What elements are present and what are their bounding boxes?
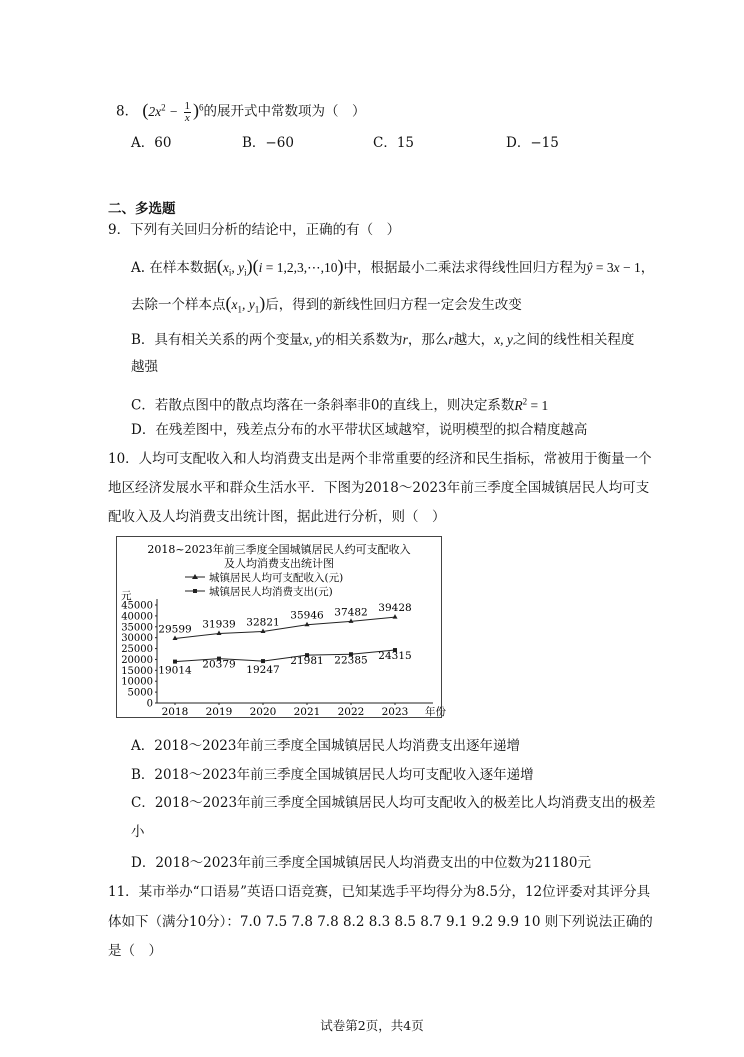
y-tick-label: 15000	[121, 665, 153, 677]
section-title: 二、多选题	[108, 201, 176, 217]
q9-sample-data: ($x_i$, $y_i)(i$ = 1,2,3,⋯,10)	[216, 256, 344, 278]
data-point	[217, 630, 222, 635]
data-point	[173, 660, 177, 664]
q9-option-a-line2: 去除一个样本点($x_1$, $y_1$)后，得到的新线性回归方程一定会发生改变	[131, 293, 522, 315]
q9-option-b-line2: 越强	[131, 359, 158, 375]
statistics-chart	[116, 536, 446, 718]
chart-title-line2: 及人均消费支出统计图	[224, 557, 334, 570]
q9-option-b-line1: B．具有相关关系的两个变量x, y的相关系数为r，那么r越大，x, y之间的线性相关程度	[131, 332, 635, 348]
q10-option-c-line1: C．2018～2023年前三季度全国城镇居民人均可支配收入的极差比人均消费支出的极差	[131, 795, 656, 811]
y-tick-label: 40000	[121, 611, 153, 623]
q8-option-b: B．−60	[242, 135, 294, 151]
q11-stem-line1: 11．某市举办“口语易”英语口语竞赛，已知某选手平均得分为8.5分，12位评委对其评分具	[108, 884, 651, 900]
q9-stem: 9．下列有关回归分析的结论中，正确的有（ ）	[108, 222, 401, 238]
data-label: 22385	[334, 654, 368, 667]
q8-option-c: C．15	[373, 135, 415, 151]
data-point	[305, 622, 310, 627]
y-tick-label: 25000	[121, 644, 153, 656]
q10-option-a: A．2018～2023年前三季度全国城镇居民人均消费支出逐年递增	[131, 738, 520, 754]
data-label: 21981	[290, 655, 324, 668]
q10-stem-line1: 10．人均可支配收入和人均消费支出是两个非常重要的经济和民生指标，常被用于衡量一个	[108, 451, 652, 467]
data-point	[261, 659, 265, 663]
legend-label-1: 城镇居民人均消费支出(元)	[209, 586, 333, 598]
q10-option-b: B．2018～2023年前三季度全国城镇居民人均可支配收入逐年递增	[131, 767, 534, 783]
data-point	[393, 614, 398, 619]
q8-option-a: A．60	[131, 135, 172, 151]
x-tick-label: 2020	[249, 706, 277, 718]
q10-option-c-line2: 小	[131, 824, 145, 840]
y-axis-label: 元	[121, 590, 132, 602]
data-point	[349, 618, 354, 623]
data-label: 37482	[334, 606, 368, 619]
chart-svg	[117, 537, 446, 718]
y-tick-label: 35000	[121, 622, 153, 634]
data-label: 32821	[246, 616, 280, 629]
data-label: 24315	[378, 650, 412, 663]
x-axis-label: 年份	[425, 706, 446, 718]
y-tick-label: 0	[146, 698, 153, 710]
legend-label-0: 城镇居民人均可支配收入(元)	[209, 572, 344, 584]
y-tick-label: 10000	[121, 676, 153, 688]
q8-expression: ($2x^2$ − $\frac{1}{x}$ )$^6$	[142, 99, 204, 124]
page-footer: 试卷第2页，共4页	[320, 1018, 424, 1033]
data-label: 29599	[158, 623, 192, 636]
q11-stem-line2: 体如下（满分10分）：7.0 7.5 7.8 7.8 8.2 8.3 8.5 8.7 9.1 9.2 9.9 10 则下列说法正确的	[108, 914, 653, 930]
x-tick-label: 2019	[205, 706, 233, 718]
q8-stem: 8． ($2x^2$ − $\frac{1}{x}$ )$^6$的展开式中常数项为（ ）	[116, 99, 366, 124]
x-tick-label: 2022	[337, 706, 365, 718]
q9-option-d: D．在残差图中，残差点分布的水平带状区域越窄，说明模型的拟合精度越高	[131, 422, 588, 438]
data-label: 39428	[378, 602, 412, 615]
q10-stem-line3: 配收入及人均消费支出统计图，据此进行分析，则（ ）	[108, 509, 446, 525]
data-label: 31939	[202, 618, 236, 631]
q9-regression-eq: ŷ = 3x − 1	[586, 260, 641, 275]
q9-option-c: C．若散点图中的散点均落在一条斜率非0的直线上，则决定系数$R^2 = 1$	[131, 396, 549, 414]
data-label: 19247	[246, 664, 280, 677]
q9-sample-point: ($x_1$, $y_1$)	[225, 293, 266, 315]
data-label: 20379	[202, 658, 236, 671]
q10-option-d: D．2018～2023年前三季度全国城镇居民人均消费支出的中位数为21180元	[131, 855, 591, 871]
x-tick-label: 2023	[381, 706, 409, 718]
x-tick-label: 2021	[293, 706, 321, 718]
legend-marker-1	[193, 589, 197, 593]
y-tick-label: 5000	[127, 687, 153, 699]
y-tick-label: 45000	[121, 600, 153, 612]
q8-option-d: D．−15	[506, 135, 559, 151]
q9-option-a-line1: A. 在样本数据($x_i$, $y_i)(i$ = 1,2,3,⋯,10)中，根据最小二乘法求得线性回归方程为ŷ = 3x − 1，	[131, 256, 655, 278]
y-tick-label: 30000	[121, 633, 153, 645]
chart-title-line1: 2018~2023年前三季度全国城镇居民人约可支配收入	[147, 543, 411, 556]
data-label: 35946	[290, 609, 324, 622]
y-tick-label: 20000	[121, 654, 153, 666]
data-label: 19014	[158, 664, 192, 677]
x-tick-label: 2018	[161, 706, 189, 718]
q11-stem-line3: 是（ ）	[108, 943, 162, 959]
q10-stem-line2: 地区经济发展水平和群众生活水平．下图为2018～2023年前三季度全国城镇居民人均可支	[108, 480, 650, 496]
data-point	[173, 636, 178, 641]
